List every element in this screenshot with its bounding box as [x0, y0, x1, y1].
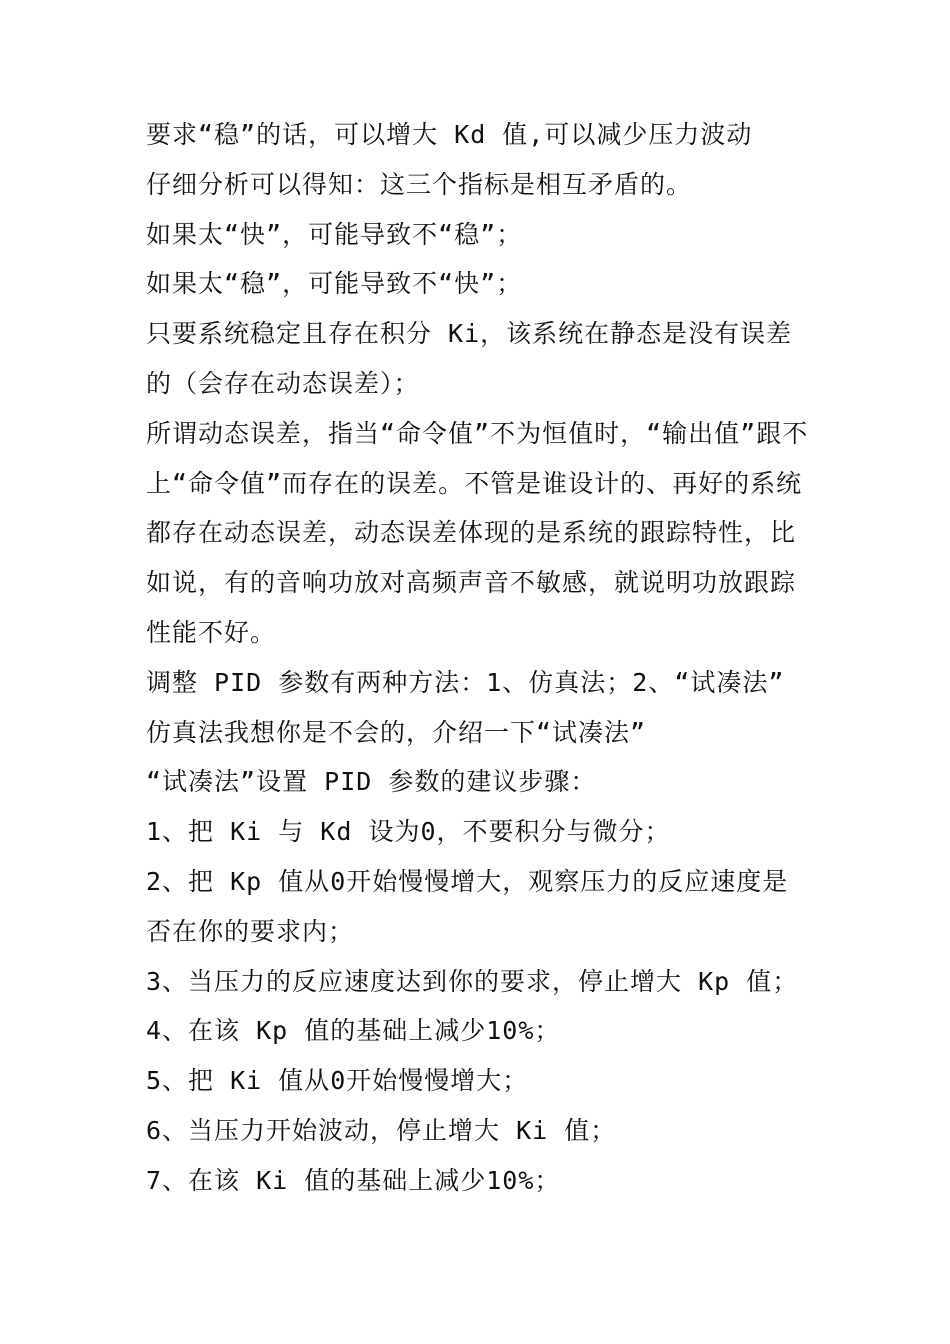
paragraph: 所谓动态误差，指当“命令值”不为恒值时，“输出值”跟不上“命令值”而存在的误差。不管是谁设计的、再好的系统都存在动态误差，动态误差体现的是系统的跟踪特性，比如说，有的音响功放对高频声音不敏感，就说明功放跟踪性能不好。	[146, 418, 809, 647]
step-item: 1、把 Ki 与 Kd 设为0，不要积分与微分；	[146, 817, 671, 847]
step-item: 6、当压力开始波动，停止增大 Ki 值；	[146, 1115, 617, 1145]
step-item: 4、在该 Kp 值的基础上减少10%；	[146, 1016, 561, 1046]
paragraph: 如果太“稳”，可能导致不“快”；	[146, 269, 523, 299]
document-body	[146, 110, 814, 1206]
step-item: 3、当压力的反应速度达到你的要求，停止增大 Kp 值；	[146, 966, 799, 996]
paragraph: 要求“稳”的话，可以增大 Kd 值,可以减少压力波动	[146, 120, 753, 149]
paragraph: 仿真法我想你是不会的，介绍一下“试凑法”	[146, 717, 647, 747]
step-item: 7、在该 Ki 值的基础上减少10%；	[146, 1165, 561, 1195]
paragraph: 只要系统稳定且存在积分 Ki，该系统在静态是没有误差的（会存在动态误差）；	[146, 319, 793, 398]
step-item: 2、把 Kp 值从0开始慢慢增大，观察压力的反应速度是否在你的要求内；	[146, 866, 789, 946]
step-item: 5、把 Ki 值从0开始慢慢增大；	[146, 1066, 529, 1096]
paragraph: 调整 PID 参数有两种方法：1、仿真法；2、“试凑法”	[146, 667, 785, 697]
paragraph: 如果太“快”，可能导致不“稳”；	[146, 219, 523, 249]
paragraph: “试凑法”设置 PID 参数的建议步骤：	[146, 767, 597, 797]
paragraph: 仔细分析可以得知：这三个指标是相互矛盾的。	[146, 169, 693, 199]
